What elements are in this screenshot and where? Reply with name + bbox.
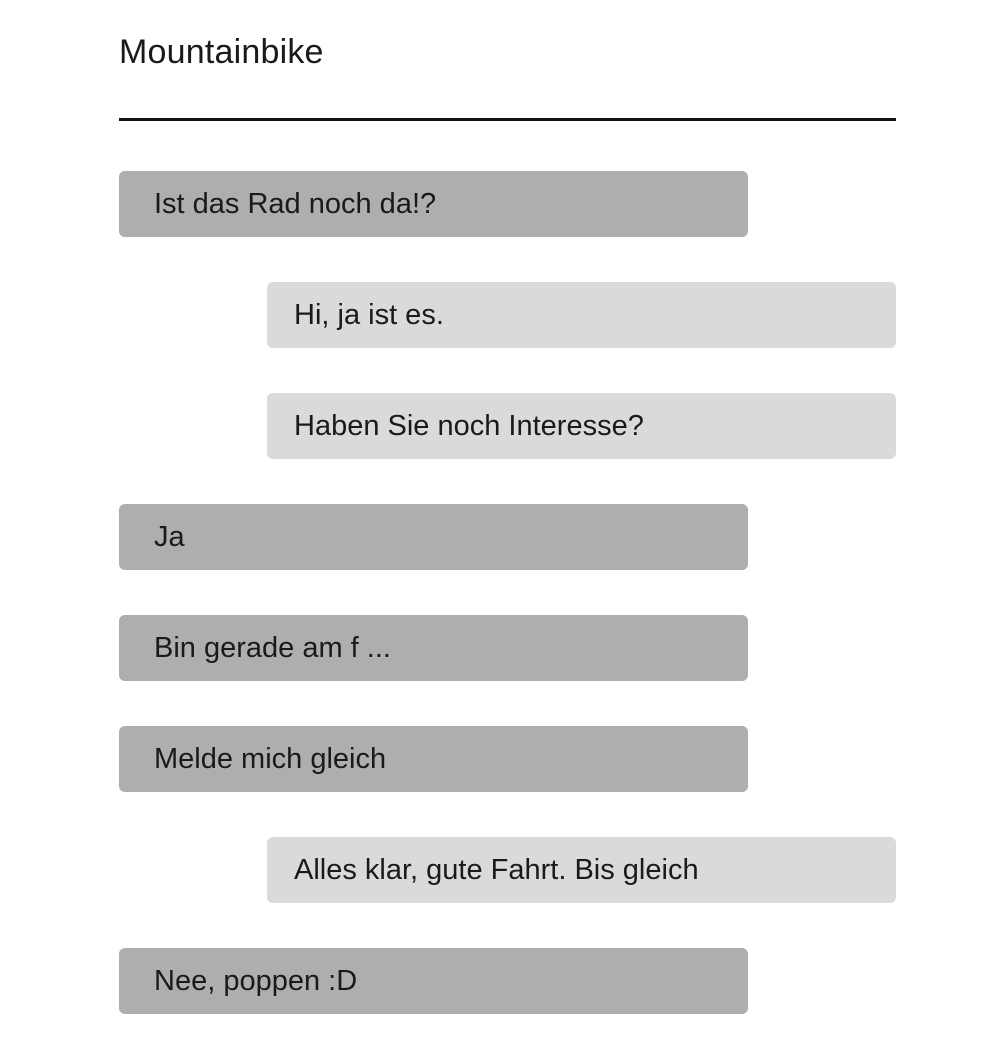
message-text: Haben Sie noch Interesse? — [294, 409, 644, 442]
message-text: Ja — [154, 520, 185, 553]
message-bubble-outgoing — [267, 837, 896, 903]
message-text: Alles klar, gute Fahrt. Bis gleich — [294, 853, 699, 886]
header-divider — [119, 118, 896, 121]
message-bubble-incoming — [119, 948, 748, 1014]
message-bubble-incoming — [119, 726, 748, 792]
message-bubble-outgoing — [267, 393, 896, 459]
message-bubble-incoming — [119, 504, 748, 570]
message-text: Ist das Rad noch da!? — [154, 187, 437, 220]
message-text: Hi, ja ist es. — [294, 298, 444, 331]
chat-header — [119, 30, 896, 74]
message-text: Bin gerade am f ... — [154, 631, 391, 664]
chat-title: Mountainbike — [119, 33, 324, 71]
message-text: Nee, poppen :D — [154, 964, 358, 997]
message-bubble-outgoing — [267, 282, 896, 348]
message-text: Melde mich gleich — [154, 742, 387, 775]
message-bubble-incoming — [119, 615, 748, 681]
message-bubble-incoming — [119, 171, 748, 237]
